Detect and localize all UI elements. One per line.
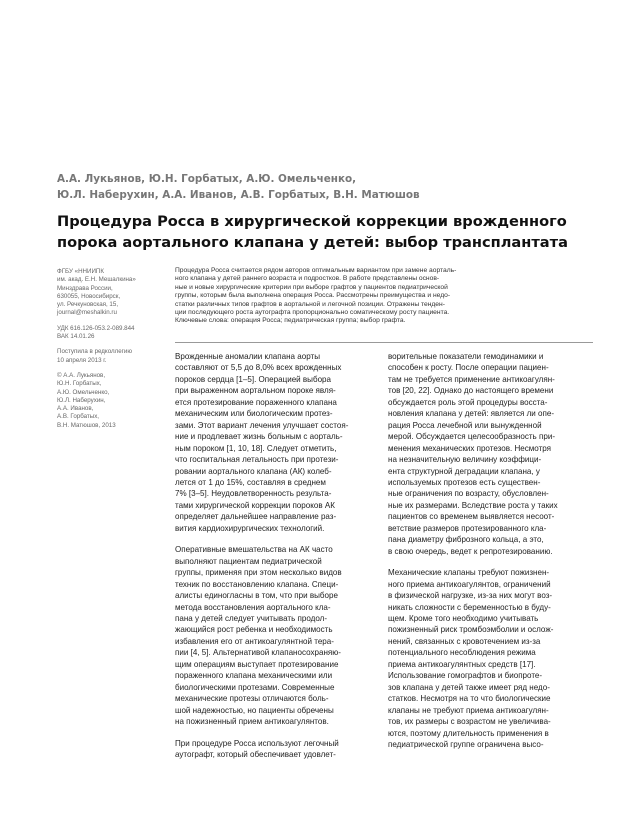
text-line: ного приема антикоагулянтов, ограничений [388, 579, 551, 589]
text-line: ется протезирование пораженного клапана [175, 397, 337, 407]
text-line: Использование гомографтов и биопроте- [388, 671, 543, 681]
text-line: Ю.Н. Горбатых, [57, 380, 102, 388]
paragraph [175, 351, 380, 534]
text-line: ются, поэтому длительность применения в [388, 728, 549, 738]
text-line: ул. Речкуновская, 15, [57, 301, 119, 309]
text-line: вития кардиохирургических технологий. [175, 523, 325, 533]
article-title [57, 212, 597, 253]
text-line: тами хирургической коррекции пороков АК [175, 500, 335, 510]
text-line: шой надежностью, но пациенты обречены [175, 705, 334, 715]
text-line: пана у детей следует учитывать продол- [175, 613, 328, 623]
text-line: Оперативные вмешательства на АК часто [175, 545, 333, 555]
authors-line: А.А. Лукьянов, Ю.Н. Горбатых, А.Ю. Омельченко, [57, 173, 357, 185]
text-line: 10 апреля 2013 г. [57, 356, 107, 364]
received-date [57, 348, 162, 365]
text-line: способен к росту. После операции пациен- [388, 363, 549, 373]
text-line: Ю.Л. Наберухин, [57, 396, 106, 404]
text-line: статков. Несмотря на то что биологические [388, 694, 551, 704]
text-line: зов клапана у детей также имеет ряд недо- [388, 682, 550, 692]
body-column-right [388, 351, 593, 760]
text-line: А.Ю. Омельченко, [57, 388, 110, 396]
text-line: группы, которым была выполнена операция Росса. Рассмотрены преимущества и недо- [175, 292, 451, 300]
title-line: порока аортального клапана у детей: выбор трансплантата [57, 233, 568, 251]
keywords: Ключевые слова: операция Росса; педиатрическая группа; выбор графта. [175, 317, 406, 325]
text-line: ным пороком [1, 10, 18]. Следует отметить, [175, 443, 337, 453]
text-line: зами. Этот вариант лечения улучшает состоя- [175, 420, 349, 430]
text-line: биологическими протезами. Современные [175, 682, 335, 692]
text-line: клапаны не требуют приема антикоагулян- [388, 705, 549, 715]
text-line: ветствие размеров протезированного кла- [388, 523, 547, 533]
text-line: механическим или биологическим протез- [175, 409, 333, 419]
text-line: УДК 616.126-053.2-089.844 [57, 324, 135, 332]
text-line: мерой. Обсуждается целесообразность при- [388, 432, 555, 442]
text-line: в свою очередь, ведет к репротезированию. [388, 546, 553, 556]
abstract [175, 267, 530, 326]
text-line: алисты единогласны в том, что при выборе [175, 591, 338, 601]
text-line: там не требуется применение антикоагулян- [388, 374, 555, 384]
text-line: определяет дальнейшее направление раз- [175, 512, 337, 522]
text-line: составляют от 5,5 до 8,0% всех врожденных [175, 363, 342, 373]
text-line: Поступила в редколлегию [57, 348, 133, 356]
text-line: А.В. Горбатых, [57, 413, 100, 421]
text-line: щим операциям выступает протезирование [175, 659, 339, 669]
body-column-left [175, 351, 380, 770]
text-line: В.Н. Матюшов, 2013 [57, 421, 116, 429]
text-line: никать сложности с беременностью в буду- [388, 602, 551, 612]
abstract-text [175, 267, 530, 317]
text-line: нений, связанных с кровотечением из-за [388, 636, 541, 646]
text-line: на пожизненный прием антикоагулянтов. [175, 717, 329, 727]
text-line: ФГБУ «ННИИПК [57, 268, 104, 275]
text-line: ровании аортального клапана (АК) колеб- [175, 466, 332, 476]
text-line: метода восстановления аортального кла- [175, 602, 331, 612]
text-line: рация Росса лечебной или вынужденной [388, 420, 542, 430]
text-line: ние и продлевает жизнь больным с аорталь- [175, 432, 343, 442]
text-line: техник по восстановлению клапана. Специ- [175, 579, 339, 589]
text-line: 7% [3–5]. Неудовлетворенность результа- [175, 489, 332, 499]
paragraph [388, 351, 593, 557]
text-line: ВАК 14.01.26 [57, 333, 95, 341]
affiliation [57, 268, 162, 318]
text-line: выполняют пациентам педиатрической [175, 556, 322, 566]
text-line: ции последующего роста аутографта пропорционально соматическому росту пациента. [175, 309, 450, 317]
text-line: избавления его от антикоагулянтной тера- [175, 636, 334, 646]
text-line: тов [20, 22]. Однако до настоящего времени [388, 386, 554, 396]
text-line: в физической нагрузке, из-за них могут воз- [388, 591, 553, 601]
text-line: лется от 1 до 15%, составляя в среднем [175, 477, 326, 487]
text-line: щем. Кроме того необходимо учитывать [388, 613, 539, 623]
text-line: механические протезы отличаются боль- [175, 694, 329, 704]
text-line: Минздрава России, [57, 284, 113, 292]
text-line: А.А. Иванов, [57, 405, 94, 413]
text-line: ента структурной деградации клапана, у [388, 466, 540, 476]
text-line: новления клапана у детей: является ли опе- [388, 409, 555, 419]
text-line: что госпитальная летальность при протези- [175, 455, 339, 465]
text-line: ные их размерами. Вследствие роста у таких [388, 500, 558, 510]
text-line: тов, их размеры с возрастом не увеличива- [388, 717, 551, 727]
text-line: 630055, Новосибирск, [57, 292, 121, 300]
text-line: аутографт, который обеспечивает удовлет- [175, 749, 336, 759]
text-line: используемых протезов есть существен- [388, 477, 541, 487]
text-line: группы, применяя при этом несколько видов [175, 568, 342, 578]
text-line: Механические клапаны требуют пожизнен- [388, 568, 550, 578]
text-line: им. акад. Е.Н. Мешалкина» [57, 276, 136, 284]
paragraph [388, 567, 593, 750]
text-line: пациентов со временем выявляется несоот- [388, 512, 555, 522]
text-line: пораженного клапана механическими или [175, 671, 333, 681]
text-line: ного клапана у детей раннего возраста и подростков. В работе представлены основ- [175, 275, 440, 283]
text-line: При процедуре Росса используют легочный [175, 738, 339, 748]
text-line: journal@meshalkin.ru [57, 309, 117, 317]
text-line: Процедура Росса считается рядом авторов оптимальным вариантом при замене аорталь- [175, 267, 457, 274]
text-line: менения механических протезов. Несмотря [388, 443, 552, 453]
text-line: на незначительную величину коэффици- [388, 455, 542, 465]
text-line: пороков сердца [1–5]. Операцией выбора [175, 374, 331, 384]
text-line: © А.А. Лукьянов, [57, 371, 106, 379]
text-line: ворительные показатели гемодинамики и [388, 352, 544, 361]
text-line: пожизненный риск тромбоэмболии и ослож- [388, 625, 554, 635]
text-line: потенциального несоблюдения режима [388, 648, 536, 658]
article-authors [57, 171, 577, 203]
text-line: обсуждается роль этой процедуры восста- [388, 397, 548, 407]
paragraph [175, 738, 380, 761]
article-sidebar [57, 268, 162, 437]
copyright [57, 372, 162, 430]
text-line: пии [4, 5]. Альтернативой клапаносохраняю- [175, 648, 341, 658]
title-line: Процедура Росса в хирургической коррекции врожденного [57, 213, 567, 230]
text-line: ные ограничения по возрасту, обусловлен- [388, 489, 549, 499]
text-line: Врожденные аномалии клапана аорты [175, 352, 320, 361]
abstract-divider [175, 342, 593, 343]
classification-codes [57, 325, 162, 342]
text-line: приема антикоагулянтных средств [17]. [388, 659, 536, 669]
text-line: пана диаметру фиброзного кольца, а это, [388, 535, 544, 545]
text-line: ные и новые хирургические критерии при выборе графтов у пациентов педиатрической [175, 283, 448, 291]
text-line: при выраженном аортальном пороке явля- [175, 386, 336, 396]
text-line: жающийся рост ребенка и необходимость [175, 625, 333, 635]
paragraph [175, 544, 380, 727]
text-line: статки различных типов графтов в аортальной и легочной позиции. Отражены тенден- [175, 300, 445, 308]
text-line: педиатрической группе ограничена высо- [388, 739, 544, 749]
authors-line: Ю.Л. Наберухин, А.А. Иванов, А.В. Горбатых, В.Н. Матюшов [57, 189, 420, 201]
